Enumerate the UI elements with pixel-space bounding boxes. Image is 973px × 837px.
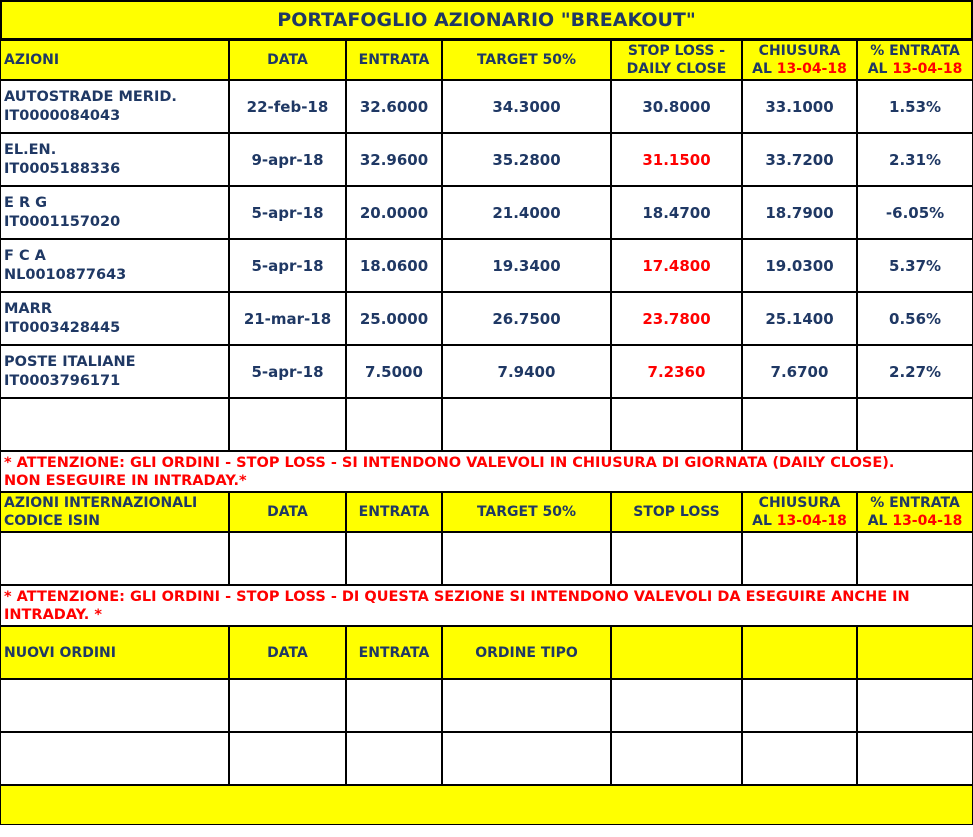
stock-name: AUTOSTRADE MERID. bbox=[4, 88, 177, 105]
target-cell[interactable]: 34.3000 bbox=[442, 80, 611, 133]
sheet-title: PORTAFOGLIO AZIONARIO "BREAKOUT" bbox=[0, 0, 973, 40]
table-row bbox=[0, 80, 973, 133]
section1-header-row bbox=[0, 40, 973, 80]
stock-isin: IT0003428445 bbox=[4, 319, 121, 336]
stop-cell[interactable]: 18.4700 bbox=[611, 186, 742, 239]
pct-cell[interactable]: 1.53% bbox=[857, 80, 973, 133]
empty-cell[interactable] bbox=[346, 398, 442, 451]
stop-cell[interactable]: 23.7800 bbox=[611, 292, 742, 345]
target-cell[interactable]: 21.4000 bbox=[442, 186, 611, 239]
empty-row bbox=[0, 679, 973, 732]
table-row bbox=[0, 292, 973, 345]
empty-cell[interactable] bbox=[229, 679, 346, 732]
empty-cell[interactable] bbox=[611, 732, 742, 785]
date-cell[interactable]: 5-apr-18 bbox=[229, 239, 346, 292]
entrata-cell[interactable]: 32.9600 bbox=[346, 133, 442, 186]
warning-line: INTRADAY. * bbox=[4, 606, 102, 623]
empty-cell[interactable] bbox=[346, 679, 442, 732]
header-chiusura-al: AL bbox=[752, 513, 772, 529]
stop-cell[interactable]: 7.2360 bbox=[611, 345, 742, 398]
header-data[interactable]: DATA bbox=[229, 626, 346, 679]
stock-cell[interactable] bbox=[0, 239, 229, 292]
table-row bbox=[0, 345, 973, 398]
empty-cell[interactable] bbox=[0, 532, 229, 585]
section2-header-row bbox=[0, 492, 973, 532]
stock-cell[interactable] bbox=[0, 292, 229, 345]
chiusura-cell[interactable]: 25.1400 bbox=[742, 292, 857, 345]
header-target[interactable]: TARGET 50% bbox=[442, 492, 611, 532]
header-chiusura-line1: CHIUSURA bbox=[758, 495, 841, 511]
warning-daily-close bbox=[0, 451, 973, 492]
header-pct-date: 13-04-18 bbox=[892, 61, 963, 77]
header-pct-line1: % ENTRATA bbox=[870, 43, 960, 59]
table-row bbox=[0, 239, 973, 292]
header-empty[interactable] bbox=[611, 626, 742, 679]
header-entrata[interactable]: ENTRATA bbox=[346, 492, 442, 532]
empty-cell[interactable] bbox=[346, 732, 442, 785]
empty-cell[interactable] bbox=[742, 679, 857, 732]
stock-isin: NL0010877643 bbox=[4, 266, 127, 283]
stock-isin: IT0003796171 bbox=[4, 372, 121, 389]
target-cell[interactable]: 19.3400 bbox=[442, 239, 611, 292]
chiusura-cell[interactable]: 33.7200 bbox=[742, 133, 857, 186]
chiusura-cell[interactable]: 7.6700 bbox=[742, 345, 857, 398]
header-ordine-tipo[interactable]: ORDINE TIPO bbox=[442, 626, 611, 679]
section3-header-row bbox=[0, 626, 973, 679]
stock-cell[interactable] bbox=[0, 133, 229, 186]
target-cell[interactable]: 26.7500 bbox=[442, 292, 611, 345]
stock-name: F C A bbox=[4, 247, 46, 264]
header-pct-date: 13-04-18 bbox=[892, 513, 963, 529]
stock-cell[interactable] bbox=[0, 345, 229, 398]
header-chiusura-al: AL bbox=[752, 61, 772, 77]
header-stop-loss[interactable] bbox=[611, 40, 742, 80]
empty-cell[interactable] bbox=[0, 732, 229, 785]
chiusura-cell[interactable]: 19.0300 bbox=[742, 239, 857, 292]
empty-cell[interactable] bbox=[611, 679, 742, 732]
empty-cell[interactable] bbox=[346, 532, 442, 585]
stock-name: EL.EN. bbox=[4, 141, 57, 158]
stop-cell[interactable]: 17.4800 bbox=[611, 239, 742, 292]
date-cell[interactable]: 5-apr-18 bbox=[229, 345, 346, 398]
stock-name: MARR bbox=[4, 300, 52, 317]
header-pct-entrata[interactable] bbox=[857, 492, 973, 532]
empty-row bbox=[0, 732, 973, 785]
header-pct-al: AL bbox=[867, 513, 888, 529]
header-empty[interactable] bbox=[742, 626, 857, 679]
stock-cell[interactable] bbox=[0, 186, 229, 239]
header-nuovi-ordini[interactable]: NUOVI ORDINI bbox=[0, 626, 229, 679]
warning-line: * ATTENZIONE: GLI ORDINI - STOP LOSS - SI INTENDONO VALEVOLI IN CHIUSURA DI GIORNATA (DAILY CLOSE). bbox=[4, 454, 895, 471]
header-data[interactable]: DATA bbox=[229, 492, 346, 532]
header-stop-line1: STOP LOSS - bbox=[627, 43, 726, 59]
pct-cell[interactable]: 2.31% bbox=[857, 133, 973, 186]
entrata-cell[interactable]: 18.0600 bbox=[346, 239, 442, 292]
empty-cell[interactable] bbox=[229, 532, 346, 585]
header-azioni[interactable]: AZIONI bbox=[0, 40, 229, 80]
empty-row bbox=[0, 398, 973, 451]
entrata-cell[interactable]: 32.6000 bbox=[346, 80, 442, 133]
pct-cell[interactable]: 0.56% bbox=[857, 292, 973, 345]
header-target[interactable]: TARGET 50% bbox=[442, 40, 611, 80]
pct-cell[interactable]: -6.05% bbox=[857, 186, 973, 239]
entrata-cell[interactable]: 7.5000 bbox=[346, 345, 442, 398]
date-cell[interactable]: 22-feb-18 bbox=[229, 80, 346, 133]
empty-cell[interactable] bbox=[857, 679, 973, 732]
empty-cell[interactable] bbox=[742, 732, 857, 785]
entrata-cell[interactable]: 25.0000 bbox=[346, 292, 442, 345]
entrata-cell[interactable]: 20.0000 bbox=[346, 186, 442, 239]
header-entrata[interactable]: ENTRATA bbox=[346, 626, 442, 679]
target-cell[interactable]: 35.2800 bbox=[442, 133, 611, 186]
stock-name: POSTE ITALIANE bbox=[4, 353, 136, 370]
date-cell[interactable]: 9-apr-18 bbox=[229, 133, 346, 186]
header-line: AZIONI INTERNAZIONALI bbox=[4, 495, 198, 511]
header-entrata[interactable]: ENTRATA bbox=[346, 40, 442, 80]
warning-intraday bbox=[0, 585, 973, 626]
stock-name: E R G bbox=[4, 194, 48, 211]
header-stop-loss[interactable]: STOP LOSS bbox=[611, 492, 742, 532]
header-stop-line2: DAILY CLOSE bbox=[626, 61, 727, 77]
header-azioni-internazionali[interactable] bbox=[0, 492, 229, 532]
stop-cell[interactable]: 30.8000 bbox=[611, 80, 742, 133]
empty-cell[interactable] bbox=[229, 732, 346, 785]
stock-isin: IT0005188336 bbox=[4, 160, 121, 177]
header-chiusura[interactable] bbox=[742, 40, 857, 80]
footer-bar bbox=[0, 785, 973, 825]
empty-cell[interactable] bbox=[857, 532, 973, 585]
table-row bbox=[0, 133, 973, 186]
empty-cell[interactable] bbox=[442, 398, 611, 451]
warning-line: * ATTENZIONE: GLI ORDINI - STOP LOSS - DI QUESTA SEZIONE SI INTENDONO VALEVOLI DA ESEGUIRE ANCHE IN bbox=[4, 588, 910, 605]
header-pct-entrata[interactable] bbox=[857, 40, 973, 80]
stop-cell[interactable]: 31.1500 bbox=[611, 133, 742, 186]
header-pct-al: AL bbox=[867, 61, 888, 77]
empty-cell[interactable] bbox=[0, 398, 229, 451]
empty-row bbox=[0, 532, 973, 585]
header-line: CODICE ISIN bbox=[4, 513, 100, 529]
empty-cell[interactable] bbox=[611, 532, 742, 585]
header-empty[interactable] bbox=[857, 626, 973, 679]
table-row bbox=[0, 186, 973, 239]
stock-isin: IT0001157020 bbox=[4, 213, 121, 230]
header-chiusura-line1: CHIUSURA bbox=[758, 43, 841, 59]
pct-cell[interactable]: 5.37% bbox=[857, 239, 973, 292]
chiusura-cell[interactable]: 33.1000 bbox=[742, 80, 857, 133]
empty-cell[interactable] bbox=[742, 532, 857, 585]
warning-line: NON ESEGUIRE IN INTRADAY.* bbox=[4, 472, 247, 489]
empty-cell[interactable] bbox=[442, 679, 611, 732]
stock-isin: IT0000084043 bbox=[4, 107, 121, 124]
header-data[interactable]: DATA bbox=[229, 40, 346, 80]
empty-cell[interactable] bbox=[742, 398, 857, 451]
empty-cell[interactable] bbox=[229, 398, 346, 451]
date-cell[interactable]: 21-mar-18 bbox=[229, 292, 346, 345]
date-cell[interactable]: 5-apr-18 bbox=[229, 186, 346, 239]
pct-cell[interactable]: 2.27% bbox=[857, 345, 973, 398]
empty-cell[interactable] bbox=[442, 732, 611, 785]
chiusura-cell[interactable]: 18.7900 bbox=[742, 186, 857, 239]
stock-cell[interactable] bbox=[0, 80, 229, 133]
target-cell[interactable]: 7.9400 bbox=[442, 345, 611, 398]
header-chiusura-date: 13-04-18 bbox=[776, 513, 847, 529]
header-pct-line1: % ENTRATA bbox=[870, 495, 960, 511]
header-chiusura-date: 13-04-18 bbox=[776, 61, 847, 77]
empty-cell[interactable] bbox=[857, 398, 973, 451]
empty-cell[interactable] bbox=[442, 532, 611, 585]
empty-cell[interactable] bbox=[857, 732, 973, 785]
empty-cell[interactable] bbox=[611, 398, 742, 451]
empty-cell[interactable] bbox=[0, 679, 229, 732]
header-chiusura[interactable] bbox=[742, 492, 857, 532]
